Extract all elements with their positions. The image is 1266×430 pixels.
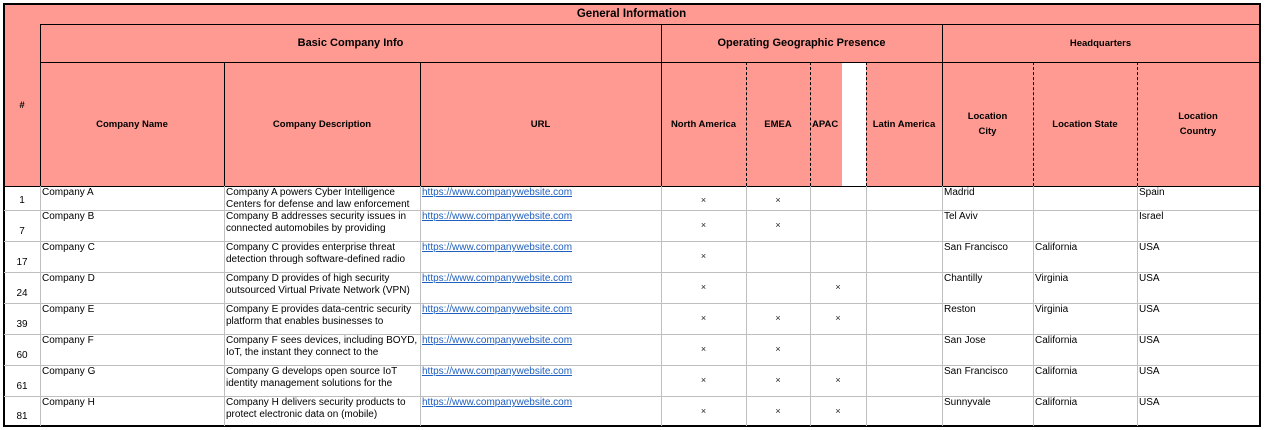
cell-country[interactable]: USA xyxy=(1139,273,1160,284)
grid-line-vertical xyxy=(810,186,811,426)
cell-state[interactable]: California xyxy=(1035,366,1078,377)
grid-line-vertical xyxy=(942,186,943,426)
col-header-north-america[interactable]: North America xyxy=(661,62,746,186)
grid-line-horizontal xyxy=(40,24,1259,25)
cell-num[interactable]: 1 xyxy=(19,195,25,206)
cell-url[interactable] xyxy=(420,365,661,396)
grid-line-vertical xyxy=(866,186,867,426)
cell-emea[interactable]: × xyxy=(775,313,781,323)
cell-num[interactable]: 60 xyxy=(16,350,28,361)
grid-line-vertical xyxy=(746,62,747,186)
grid-line-vertical xyxy=(746,186,747,426)
col-header-location-city[interactable]: Location City xyxy=(942,62,1033,186)
cell-num[interactable]: 81 xyxy=(16,411,28,422)
cell-na[interactable]: × xyxy=(700,313,707,323)
cell-latam[interactable] xyxy=(866,396,942,426)
cell-na[interactable]: × xyxy=(700,406,707,416)
cell-num[interactable]: 39 xyxy=(16,319,28,330)
grid-line-horizontal xyxy=(3,425,1260,427)
cell-desc[interactable]: Company A powers Cyber Intelligence Centers for defense and law enforcement xyxy=(226,187,410,210)
col-header-location-country[interactable]: Location Country xyxy=(1137,62,1259,186)
cell-url[interactable] xyxy=(420,396,661,426)
grid-line-horizontal xyxy=(4,303,1259,304)
cell-desc[interactable]: Company B addresses security issues in connected automobiles by providing xyxy=(226,211,407,234)
cell-latam[interactable] xyxy=(866,334,942,365)
cell-apac[interactable]: × xyxy=(835,313,841,323)
grid-line-horizontal xyxy=(4,272,1259,273)
grid-line-vertical xyxy=(1259,3,1261,427)
cell-city[interactable]: Chantilly xyxy=(944,273,983,284)
cell-city[interactable]: San Francisco xyxy=(944,366,1008,377)
cell-apac[interactable] xyxy=(810,241,866,272)
grid-line-vertical xyxy=(224,62,225,186)
group-headquarters[interactable]: Headquarters xyxy=(942,24,1259,62)
col-header-url[interactable]: URL xyxy=(420,62,661,186)
col-header-emea[interactable]: EMEA xyxy=(746,62,810,186)
cell-name[interactable]: Company D xyxy=(42,273,95,284)
cell-apac[interactable] xyxy=(810,210,866,241)
grid-line-vertical xyxy=(661,186,662,426)
grid-line-vertical xyxy=(224,186,225,426)
grid-line-horizontal xyxy=(4,241,1259,242)
cell-emea[interactable] xyxy=(746,272,810,303)
cell-state[interactable]: California xyxy=(1035,397,1078,408)
company-url-link[interactable]: https://www.companywebsite.com xyxy=(422,366,573,377)
grid-line-vertical xyxy=(810,62,811,186)
cell-emea[interactable] xyxy=(746,241,810,272)
cell-latam[interactable] xyxy=(866,186,942,210)
grid-line-vertical xyxy=(661,24,662,186)
grid-line-vertical xyxy=(1137,186,1138,426)
company-url-link[interactable]: https://www.companywebsite.com xyxy=(422,187,573,198)
cell-country[interactable]: Spain xyxy=(1139,187,1165,198)
grid-line-vertical xyxy=(1033,62,1034,186)
cell-desc[interactable]: Company D provides of high security outsourced Virtual Private Network (VPN) xyxy=(226,273,410,296)
cell-name[interactable]: Company H xyxy=(42,397,95,408)
cell-na[interactable]: × xyxy=(700,375,707,385)
cell-url[interactable] xyxy=(420,210,661,241)
cell-emea[interactable]: × xyxy=(775,344,781,354)
cell-latam[interactable] xyxy=(866,272,942,303)
col-header-latin-america[interactable]: Latin America xyxy=(866,62,942,186)
cell-apac[interactable]: × xyxy=(835,375,841,385)
cell-apac[interactable] xyxy=(810,186,866,210)
cell-emea[interactable]: × xyxy=(775,375,781,385)
cell-apac[interactable]: × xyxy=(835,282,841,292)
cell-name[interactable]: Company B xyxy=(42,211,95,222)
grid-line-horizontal xyxy=(3,3,1260,5)
col-header-company-description[interactable]: Company Description xyxy=(224,62,420,186)
grid-line-vertical xyxy=(420,186,421,426)
cell-name[interactable]: Company E xyxy=(42,304,95,315)
cell-url[interactable] xyxy=(420,334,661,365)
cell-na[interactable]: × xyxy=(700,282,707,292)
cell-country[interactable]: USA xyxy=(1139,397,1160,408)
cell-name[interactable]: Company C xyxy=(42,242,95,253)
cell-na[interactable]: × xyxy=(700,220,707,230)
cell-name[interactable]: Company F xyxy=(42,335,94,346)
cell-num[interactable]: 7 xyxy=(19,226,25,237)
grid-line-vertical xyxy=(1137,62,1138,186)
cell-num[interactable]: 61 xyxy=(16,381,28,392)
grid-line-vertical xyxy=(40,186,41,426)
company-url-link[interactable]: https://www.companywebsite.com xyxy=(422,304,573,315)
cell-emea[interactable]: × xyxy=(775,195,781,205)
cell-desc[interactable]: Company G develops open source IoT identity management solutions for the xyxy=(226,366,398,389)
grid-line-vertical xyxy=(866,62,867,186)
company-url-link[interactable]: https://www.companywebsite.com xyxy=(422,397,573,408)
cell-country[interactable]: USA xyxy=(1139,335,1160,346)
cell-na[interactable]: × xyxy=(700,251,707,261)
grid-line-horizontal xyxy=(4,210,1259,211)
sheet-title[interactable]: General Information xyxy=(4,4,1259,24)
grid-line-vertical xyxy=(942,24,943,186)
group-geo-presence[interactable]: Operating Geographic Presence xyxy=(661,24,942,62)
grid-line-horizontal xyxy=(4,334,1259,335)
cell-state[interactable]: Virginia xyxy=(1035,304,1069,315)
cell-country[interactable]: USA xyxy=(1139,242,1160,253)
cell-country[interactable]: USA xyxy=(1139,304,1160,315)
cell-apac[interactable]: × xyxy=(835,406,841,416)
cell-num[interactable]: 17 xyxy=(16,257,28,268)
cell-desc[interactable]: Company E provides data-centric security platform that enables businesses to xyxy=(226,304,412,327)
cell-latam[interactable] xyxy=(866,365,942,396)
grid-line-vertical xyxy=(40,24,41,186)
cell-city[interactable]: San Francisco xyxy=(944,242,1008,253)
grid-line-vertical xyxy=(3,3,5,427)
cell-state[interactable]: California xyxy=(1035,335,1078,346)
col-header-apac[interactable]: APAC xyxy=(810,62,842,186)
cell-state[interactable] xyxy=(1033,186,1137,210)
cell-desc[interactable]: Company C provides enterprise threat detection through software-defined radio xyxy=(226,242,406,265)
company-url-link[interactable]: https://www.companywebsite.com xyxy=(422,211,573,222)
cell-na[interactable]: × xyxy=(700,344,707,354)
grid-line-horizontal xyxy=(4,396,1259,397)
col-header-company-name[interactable]: Company Name xyxy=(40,62,224,186)
grid-line-horizontal xyxy=(4,365,1259,366)
group-basic-company-info[interactable]: Basic Company Info xyxy=(40,24,661,62)
col-header-location-state[interactable]: Location State xyxy=(1033,62,1137,186)
cell-city[interactable]: Sunnyvale xyxy=(944,397,991,408)
cell-url[interactable] xyxy=(420,186,661,210)
col-header-num[interactable]: # xyxy=(4,24,40,186)
cell-na[interactable]: × xyxy=(700,195,707,205)
cell-url[interactable] xyxy=(420,241,661,272)
cell-name[interactable]: Company A xyxy=(42,187,94,198)
cell-country[interactable]: Israel xyxy=(1139,211,1164,222)
grid-line-vertical xyxy=(1033,186,1034,426)
cell-name[interactable]: Company G xyxy=(42,366,96,377)
cell-num[interactable]: 24 xyxy=(16,288,28,299)
cell-emea[interactable]: × xyxy=(775,406,781,416)
grid-line-vertical xyxy=(420,62,421,186)
cell-url[interactable] xyxy=(420,303,661,334)
company-url-link[interactable]: https://www.companywebsite.com xyxy=(422,335,573,346)
cell-desc[interactable]: Company F sees devices, including BOYD, IoT, the instant they connect to the xyxy=(226,335,418,358)
cell-latam[interactable] xyxy=(866,241,942,272)
company-url-link[interactable]: https://www.companywebsite.com xyxy=(422,242,573,253)
cell-city[interactable]: San Jose xyxy=(944,335,986,346)
cell-state[interactable]: Virginia xyxy=(1035,273,1069,284)
cell-latam[interactable] xyxy=(866,303,942,334)
cell-city[interactable]: Tel Aviv xyxy=(944,211,978,222)
cell-state[interactable]: California xyxy=(1035,242,1078,253)
cell-city[interactable]: Madrid xyxy=(944,187,975,198)
company-url-link[interactable]: https://www.companywebsite.com xyxy=(422,273,573,284)
cell-url[interactable] xyxy=(420,272,661,303)
cell-desc[interactable]: Company H delivers security products to protect electronic data on (mobile) xyxy=(226,397,406,420)
cell-country[interactable]: USA xyxy=(1139,366,1160,377)
grid-line-horizontal xyxy=(4,186,1259,187)
grid-line-horizontal xyxy=(40,62,1259,63)
cell-latam[interactable] xyxy=(866,210,942,241)
cell-city[interactable]: Reston xyxy=(944,304,976,315)
cell-apac[interactable] xyxy=(810,334,866,365)
cell-emea[interactable]: × xyxy=(775,220,781,230)
cell-state[interactable] xyxy=(1033,210,1137,241)
